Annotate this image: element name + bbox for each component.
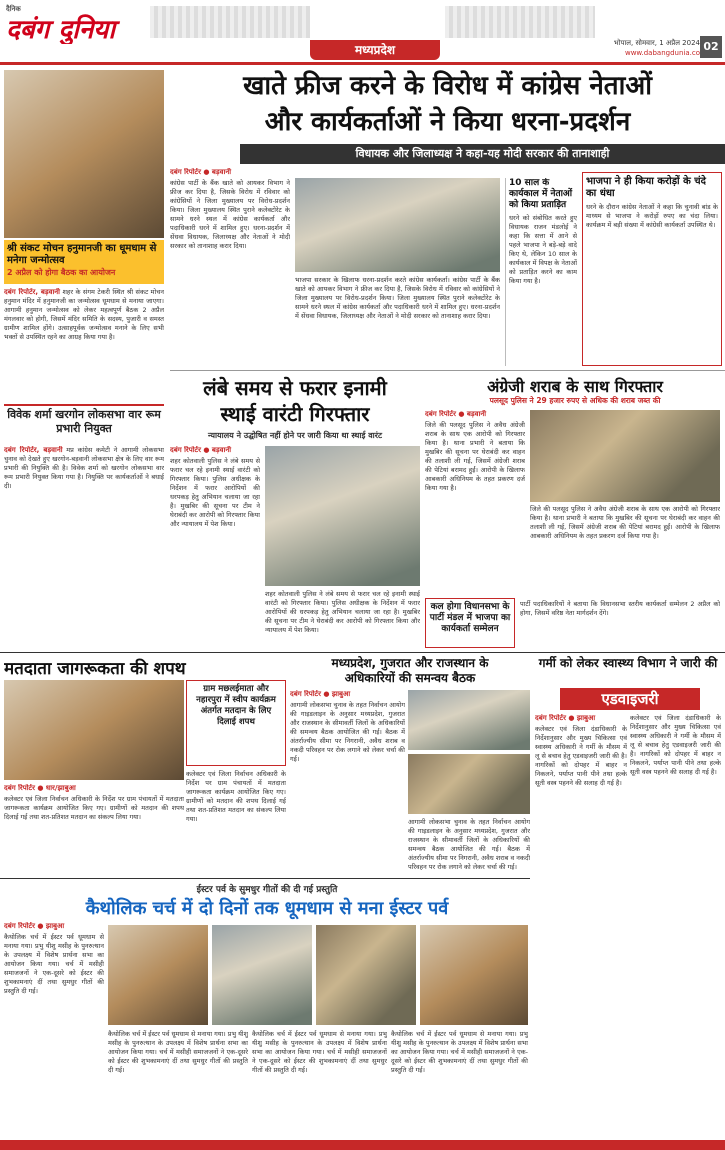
divider: [0, 652, 725, 653]
masthead-banner-right: [445, 6, 595, 38]
warrant-col1: दबंग रिपोर्टर ● बड़वानी शहर कोतवाली पुलिस ने लंबे समय से फरार चल रहे इनामी स्थाई वारंटी को गिरफ्तार किया। पुलिस अधीक्षक के निर्देशन में फरार आरोपियों की धरपकड़ हेतु अभियान चलाया जा रहा है। मुखबिर की सूचना पर टीम ने घेराबंदी कर आरोपी को गिरफ्तार किया और न्यायालय में पेश किया।: [170, 446, 260, 528]
liquor-photo: [530, 410, 720, 502]
easter-photo-2: [212, 925, 312, 1025]
voter-headline: मतदाता जागरूकता की शपथ: [4, 659, 186, 679]
lead-headline: खाते फ्रीज करने के विरोध में कांग्रेस नेताओं और कार्यकर्ताओं ने किया धरना-प्रदर्शन: [243, 71, 652, 137]
dateline: भोपाल, सोमवार, 1 अप्रैल 2024 www.dabangdunia.co: [613, 39, 700, 57]
easter-photo-4: [420, 925, 528, 1025]
masthead-banner: [150, 6, 310, 38]
meeting-photo-1: [408, 690, 530, 750]
lead-caption: भाजपा सरकार के खिलाफ धरना-प्रदर्शन करते कांग्रेस कार्यकर्ता। कांग्रेस पार्टी के बैंक खाते को आयकर विभाग ने फ्रीज कर दिया है, जिसके विरोध में रविवार को कांग्रेसियों ने जिला मुख्यालय पर विरोध-प्रदर्शन किया। जिला मुख्यालय स्थित पुराने कलेक्टोरेट के सामने धरने स्थल में कांग्रेस कार्यकर्ता और पदाधिकारी धरने में शामिल हुए। धरना-प्रदर्शन में सेंधवा विधायक, जिलाध्यक्ष और नेताओं ने मोदी सरकार को तानाशाह करार दिया।: [295, 276, 500, 320]
meeting-col1: दबंग रिपोर्टर ● झाबुआ आगामी लोकसभा चुनाव के तहत निर्वाचन आयोग की गाइडलाइन के अनुसार मध्यप्रदेश, गुजरात और राजस्थान के सीमावर्ती जिलों के अधिकारियों की समन्वय बैठक आयोजित की गई। बैठक में अंतर्राज्यीय सीमा पर निगरानी, अवैध शराब व नकदी परिवहन पर रोक लगाने को लेकर चर्चा की गई।: [290, 690, 405, 763]
easter-kicker: ईस्टर पर्व के सुमधुर गीतों की दी गई प्रस्तुति: [196, 885, 338, 895]
meeting-headline: मध्यप्रदेश, गुजरात और राजस्थान के अधिकारियों की समन्वय बैठक: [331, 656, 489, 685]
loksabha-headline: विवेक शर्मा खरगोन लोकसभा वार रूम प्रभारी नियुक्त: [4, 404, 164, 442]
liquor-headline: अंग्रेजी शराब के साथ गिरफ्तार: [487, 377, 663, 396]
easter-headline: कैथोलिक चर्च में दो दिनों तक धूमधाम से मना ईस्टर पर्व: [85, 898, 449, 919]
heat-col1: दबंग रिपोर्टर ● झाबुआ कलेक्टर एवं जिला दंडाधिकारी के निर्देशानुसार और मुख्य चिकित्सा एवं स्वास्थ्य अधिकारी ने गर्मी के मौसम में लू से बचाव हेतु एडवाइजरी जारी की है। नागरिकों को दोपहर में बाहर न निकलने, पर्याप्त पानी पीने तथा हल्के सूती वस्त्र पहनने की सलाह दी गई है।: [535, 714, 627, 787]
easter-photo-1: [108, 925, 208, 1025]
liquor-col1: दबंग रिपोर्टर ● बड़वानी जिले की पलसूद पुलिस ने अवैध अंग्रेजी शराब के साथ एक आरोपी को गिरफ्तार किया है। थाना प्रभारी ने बताया कि मुखबिर की सूचना पर घेराबंदी कर वाहन की तलाशी ली गई, जिसमें अंग्रेजी शराब की पेटियां बरामद हुईं। आरोपी के खिलाफ आबकारी अधिनियम के तहत प्रकरण दर्ज किया गया है।: [425, 410, 525, 492]
meeting-col2: आगामी लोकसभा चुनाव के तहत निर्वाचन आयोग की गाइडलाइन के अनुसार मध्यप्रदेश, गुजरात और राजस्थान के सीमावर्ती जिलों के अधिकारियों की समन्वय बैठक आयोजित की गई। बैठक में अंतर्राज्यीय सीमा पर निगरानी, अवैध शराब व नकदी परिवहन पर रोक लगाने को लेकर चर्चा की गई।: [408, 818, 530, 871]
warrant-subhead: न्यायालय ने उद्घोषित नहीं होने पर जारी किया था स्थाई वारंट: [207, 431, 383, 440]
left-story-headline-box: [4, 240, 164, 284]
committee-box: कल होगा विधानसभा के पार्टी मंडल में भाजपा का कार्यकर्ता सम्मेलन: [425, 598, 515, 648]
left-story-body: दबंग रिपोर्टर, बड़वानी शहर के संगम टेकरी स्थित श्री संकट मोचन हनुमान मंदिर में हनुमानजी का जन्मोत्सव धूमधाम से मनाया जाएगा। आगामी हनुमान जन्मोत्सव को लेकर महत्वपूर्ण बैठक 2 अप्रैल मंगलवार को होगी, जिसमें मंदिर समिति के सदस्य, पुजारी व समस्त ग्रामीण शामिल होंगे। उत्साहपूर्वक जन्मोत्सव मनाने के लिए सभी भक्तों से उपस्थित रहने का आग्रह किया गया है।: [4, 288, 164, 341]
footer-rule: [0, 1140, 725, 1150]
warrant-col2: शहर कोतवाली पुलिस ने लंबे समय से फरार चल रहे इनामी स्थाई वारंटी को गिरफ्तार किया। पुलिस अधीक्षक के निर्देशन में फरार आरोपियों की धरपकड़ हेतु अभियान चलाया जा रहा है। मुखबिर की सूचना पर टीम ने घेराबंदी कर आरोपी को गिरफ्तार किया और न्यायालय में पेश किया।: [265, 590, 420, 634]
easter-col1: दबंग रिपोर्टर ● झाबुआ कैथोलिक चर्च में ईस्टर पर्व धूमधाम से मनाया गया। प्रभु यीशु मसीह के पुनरुत्थान के उपलक्ष्य में विशेष प्रार्थना सभा का आयोजन किया गया। चर्च में मसीही समाजजनों ने एक-दूसरे को ईस्टर की शुभकामनाएं दीं तथा सुमधुर गीतों की प्रस्तुति दी गई।: [4, 922, 104, 995]
warrant-headline: लंबे समय से फरार इनामी स्थाई वारंटी गिरफ्तार: [203, 376, 387, 426]
bjp-box: भाजपा ने ही किया करोड़ों के चंदे का धंधा धरने के दौरान कांग्रेस नेताओं ने कहा कि चुनावी बांड के माध्यम से भाजपा ने करोड़ों रुपए का चंदा लिया। कार्यक्रम में बड़ी संख्या में कांग्रेसी कार्यकर्ता उपस्थित थे।: [582, 172, 722, 366]
left-story-sub: 2 अप्रैल को होगा बैठक का आयोजन: [7, 268, 116, 277]
left-story-headline: श्री संकट मोचन हनुमानजी का धूमधाम से मनेगा जन्मोत्सव: [7, 243, 157, 266]
voter-photo: [4, 680, 184, 780]
warrant-photo: [265, 446, 420, 586]
header-rule: [0, 62, 725, 65]
divider: [170, 370, 725, 371]
liquor-col2: जिले की पलसूद पुलिस ने अवैध अंग्रेजी शराब के साथ एक आरोपी को गिरफ्तार किया है। थाना प्रभारी ने बताया कि मुखबिर की सूचना पर घेराबंदी कर वाहन की तलाशी ली गई, जिसमें अंग्रेजी शराब की पेटियां बरामद हुईं। आरोपी के खिलाफ आबकारी अधिनियम के तहत प्रकरण दर्ज किया गया है।: [530, 505, 720, 540]
masthead: [0, 0, 725, 62]
heat-badge: एडवाइजरी: [560, 688, 700, 710]
voter-box-headline: ग्राम मछलईमाता और नहारपुरा में स्वीप कार्यक्रम अंतर्गत मतदान के लिए दिलाई शपथ: [186, 680, 286, 766]
easter-col2: कैथोलिक चर्च में ईस्टर पर्व धूमधाम से मनाया गया। प्रभु यीशु मसीह के पुनरुत्थान के उपलक्ष्य में विशेष प्रार्थना सभा का आयोजन किया गया। चर्च में मसीही समाजजनों ने एक-दूसरे को ईस्टर की शुभकामनाएं दीं तथा सुमधुर गीतों की प्रस्तुति दी गई।: [108, 1030, 248, 1074]
committee-body: पार्टी पदाधिकारियों ने बताया कि विधानसभा स्तरीय कार्यकर्ता सम्मेलन 2 अप्रैल को होगा, जिसमें वरिष्ठ नेता मार्गदर्शन देंगे।: [520, 600, 720, 617]
easter-col4: कैथोलिक चर्च में ईस्टर पर्व धूमधाम से मनाया गया। प्रभु यीशु मसीह के पुनरुत्थान के उपलक्ष्य में विशेष प्रार्थना सभा का आयोजन किया गया। चर्च में मसीही समाजजनों ने एक-दूसरे को ईस्टर की शुभकामनाएं दीं तथा सुमधुर गीतों की प्रस्तुति दी गई।: [391, 1030, 528, 1074]
logo: दैनिक दबंग दुनिया: [6, 4, 116, 44]
voter-col1: दबंग रिपोर्टर ● धार/झाबुआ कलेक्टर एवं जिला निर्वाचन अधिकारी के निर्देश पर ग्राम पंचायतों में मतदाता जागरूकता कार्यक्रम आयोजित किए गए। ग्रामीणों को मतदान की शपथ दिलाई गई तथा शत-प्रतिशत मतदान का संकल्प लिया गया।: [4, 784, 184, 821]
lead-photo: [295, 178, 500, 272]
divider: [0, 878, 530, 879]
liquor-subhead: पलसूद पुलिस ने 29 हजार रुपए से अधिक की शराब जब्त की: [489, 396, 661, 405]
meeting-photo-2: [408, 754, 530, 814]
page-number: 02: [700, 36, 722, 58]
heat-headline: गर्मी को लेकर स्वास्थ्य विभाग ने जारी की: [538, 656, 718, 670]
easter-photo-3: [316, 925, 416, 1025]
loksabha-body: दबंग रिपोर्टर, बड़वानी मप्र कांग्रेस कमेटी ने आगामी लोकसभा चुनाव को देखते हुए खरगोन-बड़वानी लोकसभा क्षेत्र के लिए वार रूम प्रभारी की नियुक्ति की है। विवेक शर्मा को खरगोन लोकसभा वार रूम प्रभारी नियुक्त किया गया है। नियुक्ति पर कार्यकर्ताओं ने बधाई दी।: [4, 446, 164, 490]
voter-col2: कलेक्टर एवं जिला निर्वाचन अधिकारी के निर्देश पर ग्राम पंचायतों में मतदाता जागरूकता कार्यक्रम आयोजित किए गए। ग्रामीणों को मतदान की शपथ दिलाई गई तथा शत-प्रतिशत मतदान का संकल्प लिया गया।: [186, 770, 286, 823]
congress-box: 10 साल के कार्यकाल में नेताओं को किया प्रताड़ित धरने को संबोधित करते हुए विधायक राजन मंडलोई ने कहा कि सत्ता में आने से पहले भाजपा ने बड़े-बड़े वादे किए थे, लेकिन 10 साल के कार्यकाल में विपक्ष के नेताओं को प्रताड़ित करने का काम किया गया है।: [505, 178, 577, 366]
lead-column-1: दबंग रिपोर्टर ● बड़वानी कांग्रेस पार्टी के बैंक खाते को आयकर विभाग ने फ्रीज कर दिया है, जिसके विरोध में रविवार को कांग्रेसियों ने जिला मुख्यालय पर विरोध-प्रदर्शन किया। जिला मुख्यालय स्थित पुराने कलेक्टोरेट के सामने धरने स्थल में कांग्रेस कार्यकर्ता और पदाधिकारी धरने में शामिल हुए। धरना-प्रदर्शन में सेंधवा विधायक, जिलाध्यक्ष और नेताओं ने मोदी सरकार को तानाशाह करार दिया।: [170, 168, 290, 250]
easter-col3: कैथोलिक चर्च में ईस्टर पर्व धूमधाम से मनाया गया। प्रभु यीशु मसीह के पुनरुत्थान के उपलक्ष्य में विशेष प्रार्थना सभा का आयोजन किया गया। चर्च में मसीही समाजजनों ने एक-दूसरे को ईस्टर की शुभकामनाएं दीं तथा सुमधुर गीतों की प्रस्तुति दी गई।: [252, 1030, 387, 1074]
section-label: मध्यप्रदेश: [310, 40, 440, 60]
hanuman-photo: [4, 70, 164, 238]
lead-subhead: विधायक और जिलाध्यक्ष ने कहा-यह मोदी सरकार की तानाशाही: [240, 144, 725, 164]
heat-col2: कलेक्टर एवं जिला दंडाधिकारी के निर्देशानुसार और मुख्य चिकित्सा एवं स्वास्थ्य अधिकारी ने गर्मी के मौसम में लू से बचाव हेतु एडवाइजरी जारी की है। नागरिकों को दोपहर में बाहर न निकलने, पर्याप्त पानी पीने तथा हल्के सूती वस्त्र पहनने की सलाह दी गई है।: [630, 714, 721, 776]
